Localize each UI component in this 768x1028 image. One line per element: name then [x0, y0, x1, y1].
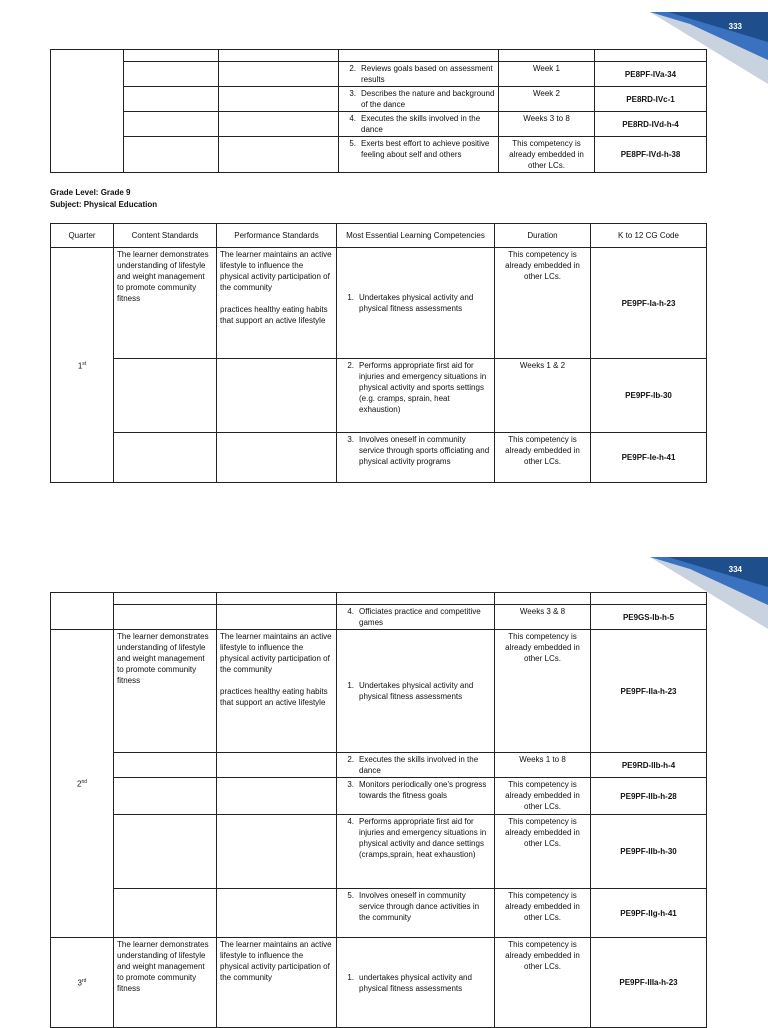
cg-code: PE9PF-IIIa-h-23: [591, 938, 707, 1028]
duration-cell: This competency is already embedded in other LCs.: [495, 815, 591, 889]
duration-cell: This competency is already embedded in other LCs.: [495, 938, 591, 1028]
cg-code: PE9GS-Ib-h-5: [591, 605, 707, 630]
cg-code: PE9RD-IIb-h-4: [591, 753, 707, 778]
duration-cell: Weeks 1 to 8: [495, 753, 591, 778]
subject: Subject: Physical Education: [50, 200, 158, 209]
competency: 1. Undertakes physical activity and physical fitness assessments: [347, 293, 474, 313]
quarter-cell: 1st: [51, 248, 114, 483]
quarter-cell: [51, 50, 124, 173]
cg-code: PE8RD-IVd-h-4: [595, 112, 707, 137]
cg-code: PE9PF-Ia-h-23: [591, 248, 707, 359]
header-quarter: Quarter: [51, 224, 114, 248]
duration-cell: Week 2: [499, 87, 595, 112]
cg-code: PE8RD-IVc-1: [595, 87, 707, 112]
duration-cell: This competency is already embedded in other LCs.: [495, 248, 591, 359]
competency: 4. Officiates practice and competitive games: [347, 607, 481, 627]
competency: 1. Undertakes physical activity and physical fitness assessments: [347, 681, 474, 701]
curriculum-table-q1: [50, 223, 707, 483]
header-melc: Most Essential Learning Competencies: [337, 224, 495, 248]
duration-cell: This competency is already embedded in other LCs.: [495, 889, 591, 938]
duration-cell: Weeks 1 & 2: [495, 359, 591, 433]
cg-code: PE9PF-IIg-h-41: [591, 889, 707, 938]
page-number: 333: [728, 22, 742, 31]
duration-cell: This competency is already embedded in other LCs.: [499, 137, 595, 173]
quarter-cell: 3rd: [51, 938, 114, 1028]
competency: 3. Monitors periodically one's progress towards the fitness goals: [347, 780, 487, 800]
cg-code: PE9PF-Ie-h-41: [591, 433, 707, 483]
duration-cell: Week 1: [499, 62, 595, 87]
performance-standard: The learner maintains an active lifestyle to influence the physical activity participation of the community practices healthy eating habits that support an active lifestyle: [217, 630, 337, 753]
quarter-cell: [51, 593, 114, 630]
page-number: 334: [728, 565, 742, 574]
curriculum-table-page-334: [50, 592, 707, 1028]
header-duration: Duration: [495, 224, 591, 248]
header-cg-code: K to 12 CG Code: [591, 224, 707, 248]
duration-cell: This competency is already embedded in other LCs.: [495, 778, 591, 815]
competency: 2. Reviews goals based on assessment results: [349, 64, 493, 84]
cg-code: PE9PF-Ib-30: [591, 359, 707, 433]
content-standard: The learner demonstrates understanding of lifestyle and weight management to promote community fitness: [114, 938, 217, 1028]
competency: 4. Executes the skills involved in the dance: [349, 114, 481, 134]
grade-level: Grade Level: Grade 9: [50, 188, 131, 197]
duration-cell: This competency is already embedded in other LCs.: [495, 433, 591, 483]
carry-table-page-333: [50, 49, 707, 173]
competency: 5. Exerts best effort to achieve positive feeling about self and others: [349, 139, 490, 159]
competency: 5. Involves oneself in community service through dance activities in the community: [347, 891, 480, 922]
competency: 3. Describes the nature and background of the dance: [349, 89, 495, 109]
cg-code: PE9PF-IIb-h-30: [591, 815, 707, 889]
duration-cell: This competency is already embedded in other LCs.: [495, 630, 591, 753]
performance-standard: The learner maintains an active lifestyle to influence the physical activity participation of the community: [217, 938, 337, 1028]
cg-code: PE9PF-IIa-h-23: [591, 630, 707, 753]
cg-code: PE8PF-IVd-h-38: [595, 137, 707, 173]
content-standard: The learner demonstrates understanding of lifestyle and weight management to promote community fitness: [114, 630, 217, 753]
competency: 2. Executes the skills involved in the dance: [347, 755, 479, 775]
quarter-cell: 2nd: [51, 630, 114, 938]
cg-code: PE9PF-IIb-h-28: [591, 778, 707, 815]
performance-standard: The learner maintains an active lifestyle to influence the physical activity participation of the community practices healthy eating habits that support an active lifestyle: [217, 248, 337, 359]
competency: 3. Involves oneself in community service through sports officiating and physical activity programs: [347, 435, 490, 466]
competency: 1. undertakes physical activity and physical fitness assessments: [347, 972, 472, 993]
cg-code: PE8PF-IVa-34: [595, 62, 707, 87]
header-performance-standards: Performance Standards: [217, 224, 337, 248]
duration-cell: Weeks 3 to 8: [499, 112, 595, 137]
competency: 4. Performs appropriate first aid for injuries and emergency situations in physical activity and dance settings (cramps,sprain, heat exhaustion): [347, 817, 487, 859]
competency: 2. Performs appropriate first aid for injuries and emergency situations in physical activity and sports settings (e.g. cramps, sprain, heat exhaustion): [347, 361, 487, 414]
content-standard: The learner demonstrates understanding of lifestyle and weight management to promote community fitness: [114, 248, 217, 359]
header-content-standards: Content Standards: [114, 224, 217, 248]
duration-cell: Weeks 3 & 8: [495, 605, 591, 630]
